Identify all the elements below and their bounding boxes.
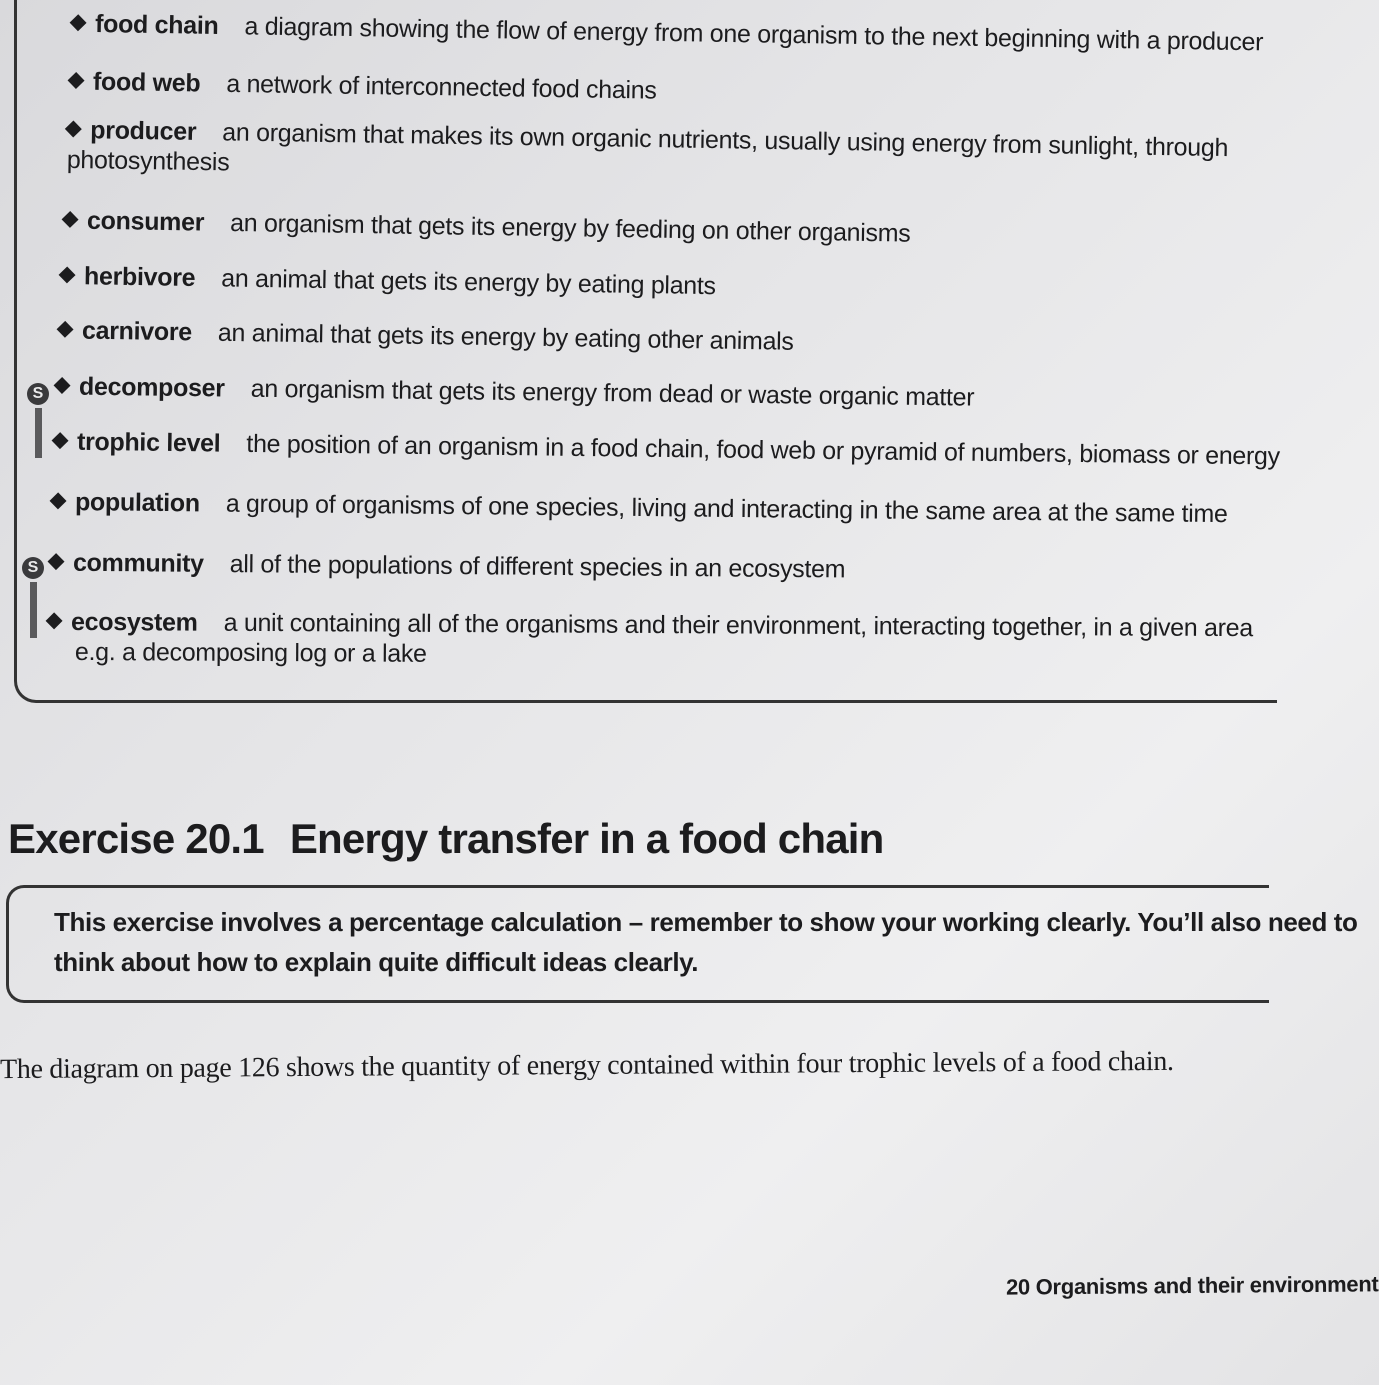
bullet-diamond-icon — [57, 321, 74, 338]
exercise-title: Energy transfer in a food chain — [289, 815, 884, 862]
exercise-number: Exercise 20.1 — [8, 815, 264, 862]
exercise-heading — [8, 815, 884, 863]
glossary-entry-food-chain: food chain a diagram showing the flow of energy from one organism to the next beginning with a producer — [72, 9, 1264, 58]
bullet-diamond-icon — [54, 377, 71, 394]
glossary-entry-ecosystem: ecosystem a unit containing all of the organisms and their environment, interacting together, in a given area e.g. a decomposing log or a lake — [48, 607, 1253, 673]
glossary-entry-producer: producer an organism that makes its own organic nutrients, usually using energy from sunlight, through photosynthesis — [66, 116, 1229, 177]
glossary-entry-consumer: consumer an organism that gets its energy by feeding on other organisms — [64, 205, 911, 248]
bullet-diamond-icon — [48, 553, 65, 570]
supplement-badge-icon: S — [22, 557, 44, 579]
glossary-entry-decomposer: decomposer an organism that gets its energy from dead or waste organic matter — [56, 371, 975, 412]
bullet-diamond-icon — [68, 72, 85, 89]
supplement-bar — [30, 582, 37, 638]
supplement-badge-icon: S — [27, 383, 49, 405]
glossary-entry-food-web: food web a network of interconnected food chains — [70, 66, 657, 105]
bullet-diamond-icon — [50, 492, 67, 509]
bullet-diamond-icon — [46, 612, 63, 629]
exercise-intro: This exercise involves a percentage calculation – remember to show your working clearly. You’ll also need to think about how to explain quite difficult ideas clearly. — [54, 907, 1358, 977]
bullet-diamond-icon — [59, 266, 76, 283]
exercise-body-text: The diagram on page 126 shows the quantity of energy contained within four trophic levels of a food chain. — [0, 1045, 1174, 1086]
glossary-entry-herbivore: herbivore an animal that gets its energy by eating plants — [61, 261, 716, 301]
bullet-diamond-icon — [62, 211, 79, 228]
bullet-diamond-icon — [70, 14, 87, 31]
glossary-entry-population: population a group of organisms of one species, living and interacting in the same area at the same time — [52, 487, 1228, 529]
bullet-diamond-icon — [65, 120, 82, 137]
glossary-entry-community: community all of the populations of different species in an ecosystem — [50, 548, 845, 585]
glossary-entry-trophic-level: trophic level the position of an organism in a food chain, food web or pyramid of numbers, biomass or energy — [54, 427, 1280, 472]
supplement-bar — [35, 408, 42, 458]
page-footer: 20 Organisms and their environment — [1005, 1271, 1379, 1300]
glossary-entry-carnivore: carnivore an animal that gets its energy by eating other animals — [59, 315, 794, 357]
bullet-diamond-icon — [52, 432, 69, 449]
